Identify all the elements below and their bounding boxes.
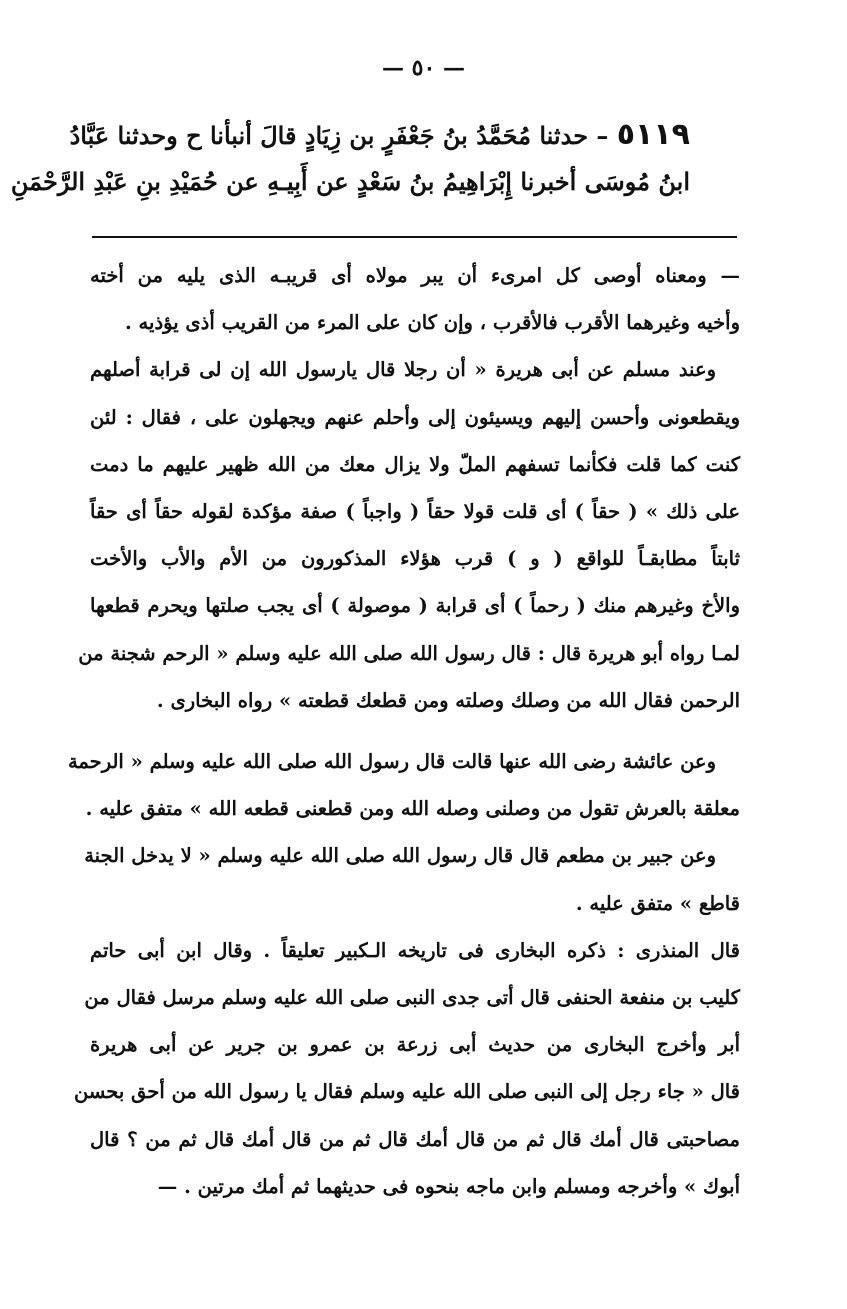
commentary-line: لمـا رواه أبو هريرة قال : قال رسول الله صلى الله عليه وسلم « الرحم شجنة من <box>78 641 740 665</box>
commentary-line: الرحمن فقال الله من وصلك وصلته ومن قطعك قطعته » رواه البخارى . <box>156 688 740 712</box>
commentary-line: وعن عائشة رضى الله عنها قالت قال رسول الله صلى الله عليه وسلم « الرحمة <box>67 750 716 774</box>
commentary-line: على ذلك » ( حقاً ) أى قلت قولا حقاً ( واجباً ) صفة مؤكدة لقوله حقاً أى حقاً <box>90 500 740 524</box>
main-hadith-line-text: – حدثنا مُحَمَّدُ بنُ جَعْفَرٍ بن زِيَادٍ قالَ أنبأنا ح وحدثنا عَبَّادُ <box>69 121 609 150</box>
main-hadith-line: ابنُ مُوسَى أخبرنا إِبْرَاهِيمُ بنُ سَعْدٍ عن أَبِيـهِ عن حُمَيْدِ بنِ عَبْدِ الرَّحْمَنِ <box>10 167 690 196</box>
commentary-paragraph <box>67 738 740 832</box>
commentary-line: قال المنذرى : ذكره البخارى فى تاريخه الـكبير تعليقاً . وقال ابن أبى حاتم <box>90 938 740 962</box>
commentary-line: وأخيه وغيرهما الأقرب فالأقرب ، وإن كان على المرء من القريب أذى يؤذيه . <box>124 311 740 335</box>
commentary-line: قال « جاء رجل إلى النبى صلى الله عليه وسلم فقال يا رسول الله من أحق بحسن <box>74 1080 740 1104</box>
commentary-paragraph <box>78 346 740 724</box>
commentary-line: معلقة بالعرش تقول من وصلنى وصله الله ومن قطعنى قطعه الله » متفق عليه . <box>85 797 740 821</box>
commentary-line: — ومعناه أوصى كل امرىء أن يبر مولاه أى قريبـه الذى يليه من أخته <box>90 264 740 287</box>
commentary-line: مصاحبتى قال أمك قال ثم من قال أمك قال ثم من قال أمك قال ثم من ؟ قال <box>90 1127 740 1151</box>
commentary-paragraph <box>84 832 740 926</box>
commentary-line: كليب بن منفعة الحنفى قال أتى جدى النبى صلى الله عليه وسلم مرسل فقال من <box>84 986 740 1010</box>
commentary-line: كنت كما قلت فكأنما تسفهم الملّ ولا يزال معك من الله ظهير عليهم ما دمت <box>90 452 740 476</box>
commentary-line: والأخ وغيرهم منك ( رحماً ) أى قرابة ( موصولة ) أى يجب صلتها ويحرم قطعها <box>90 594 740 618</box>
page-number: — ٥٠ — <box>382 55 465 81</box>
commentary-line: ويقطعونى وأحسن إليهم ويسيئون إلى وأحلم عنهم ويجهلون على ، فقال : لئن <box>90 405 740 429</box>
commentary-paragraph <box>74 927 740 1210</box>
commentary-section <box>67 252 740 1210</box>
commentary-line: أبوك » وأخرجه ومسلم وابن ماجه بنحوه فى حديثهما ثم أمك مرتين . — <box>157 1174 740 1198</box>
hadith-number: ٥١١٩ <box>616 117 690 152</box>
commentary-line: قاطع » متفق عليه . <box>575 891 740 915</box>
commentary-paragraph <box>90 252 740 346</box>
main-hadith-line <box>69 112 690 159</box>
main-hadith-text <box>10 112 690 205</box>
commentary-line: ثابتاً مطابقـاً للواقع ( و ) قرب هؤلاء المذكورون من الأم والأب والأخت <box>90 547 740 571</box>
commentary-line: أبر وأخرج البخارى من حديث أبى زرعة بن عمرو بن جرير عن أبى هريرة <box>90 1033 740 1057</box>
footnote-divider <box>92 236 737 238</box>
commentary-line: وعند مسلم عن أبى هريرة « أن رجلا قال يارسول الله إن لى قرابة أصلهم <box>90 358 716 382</box>
commentary-line: وعن جبير بن مطعم قال قال رسول الله صلى الله عليه وسلم « لا يدخل الجنة <box>84 844 716 868</box>
